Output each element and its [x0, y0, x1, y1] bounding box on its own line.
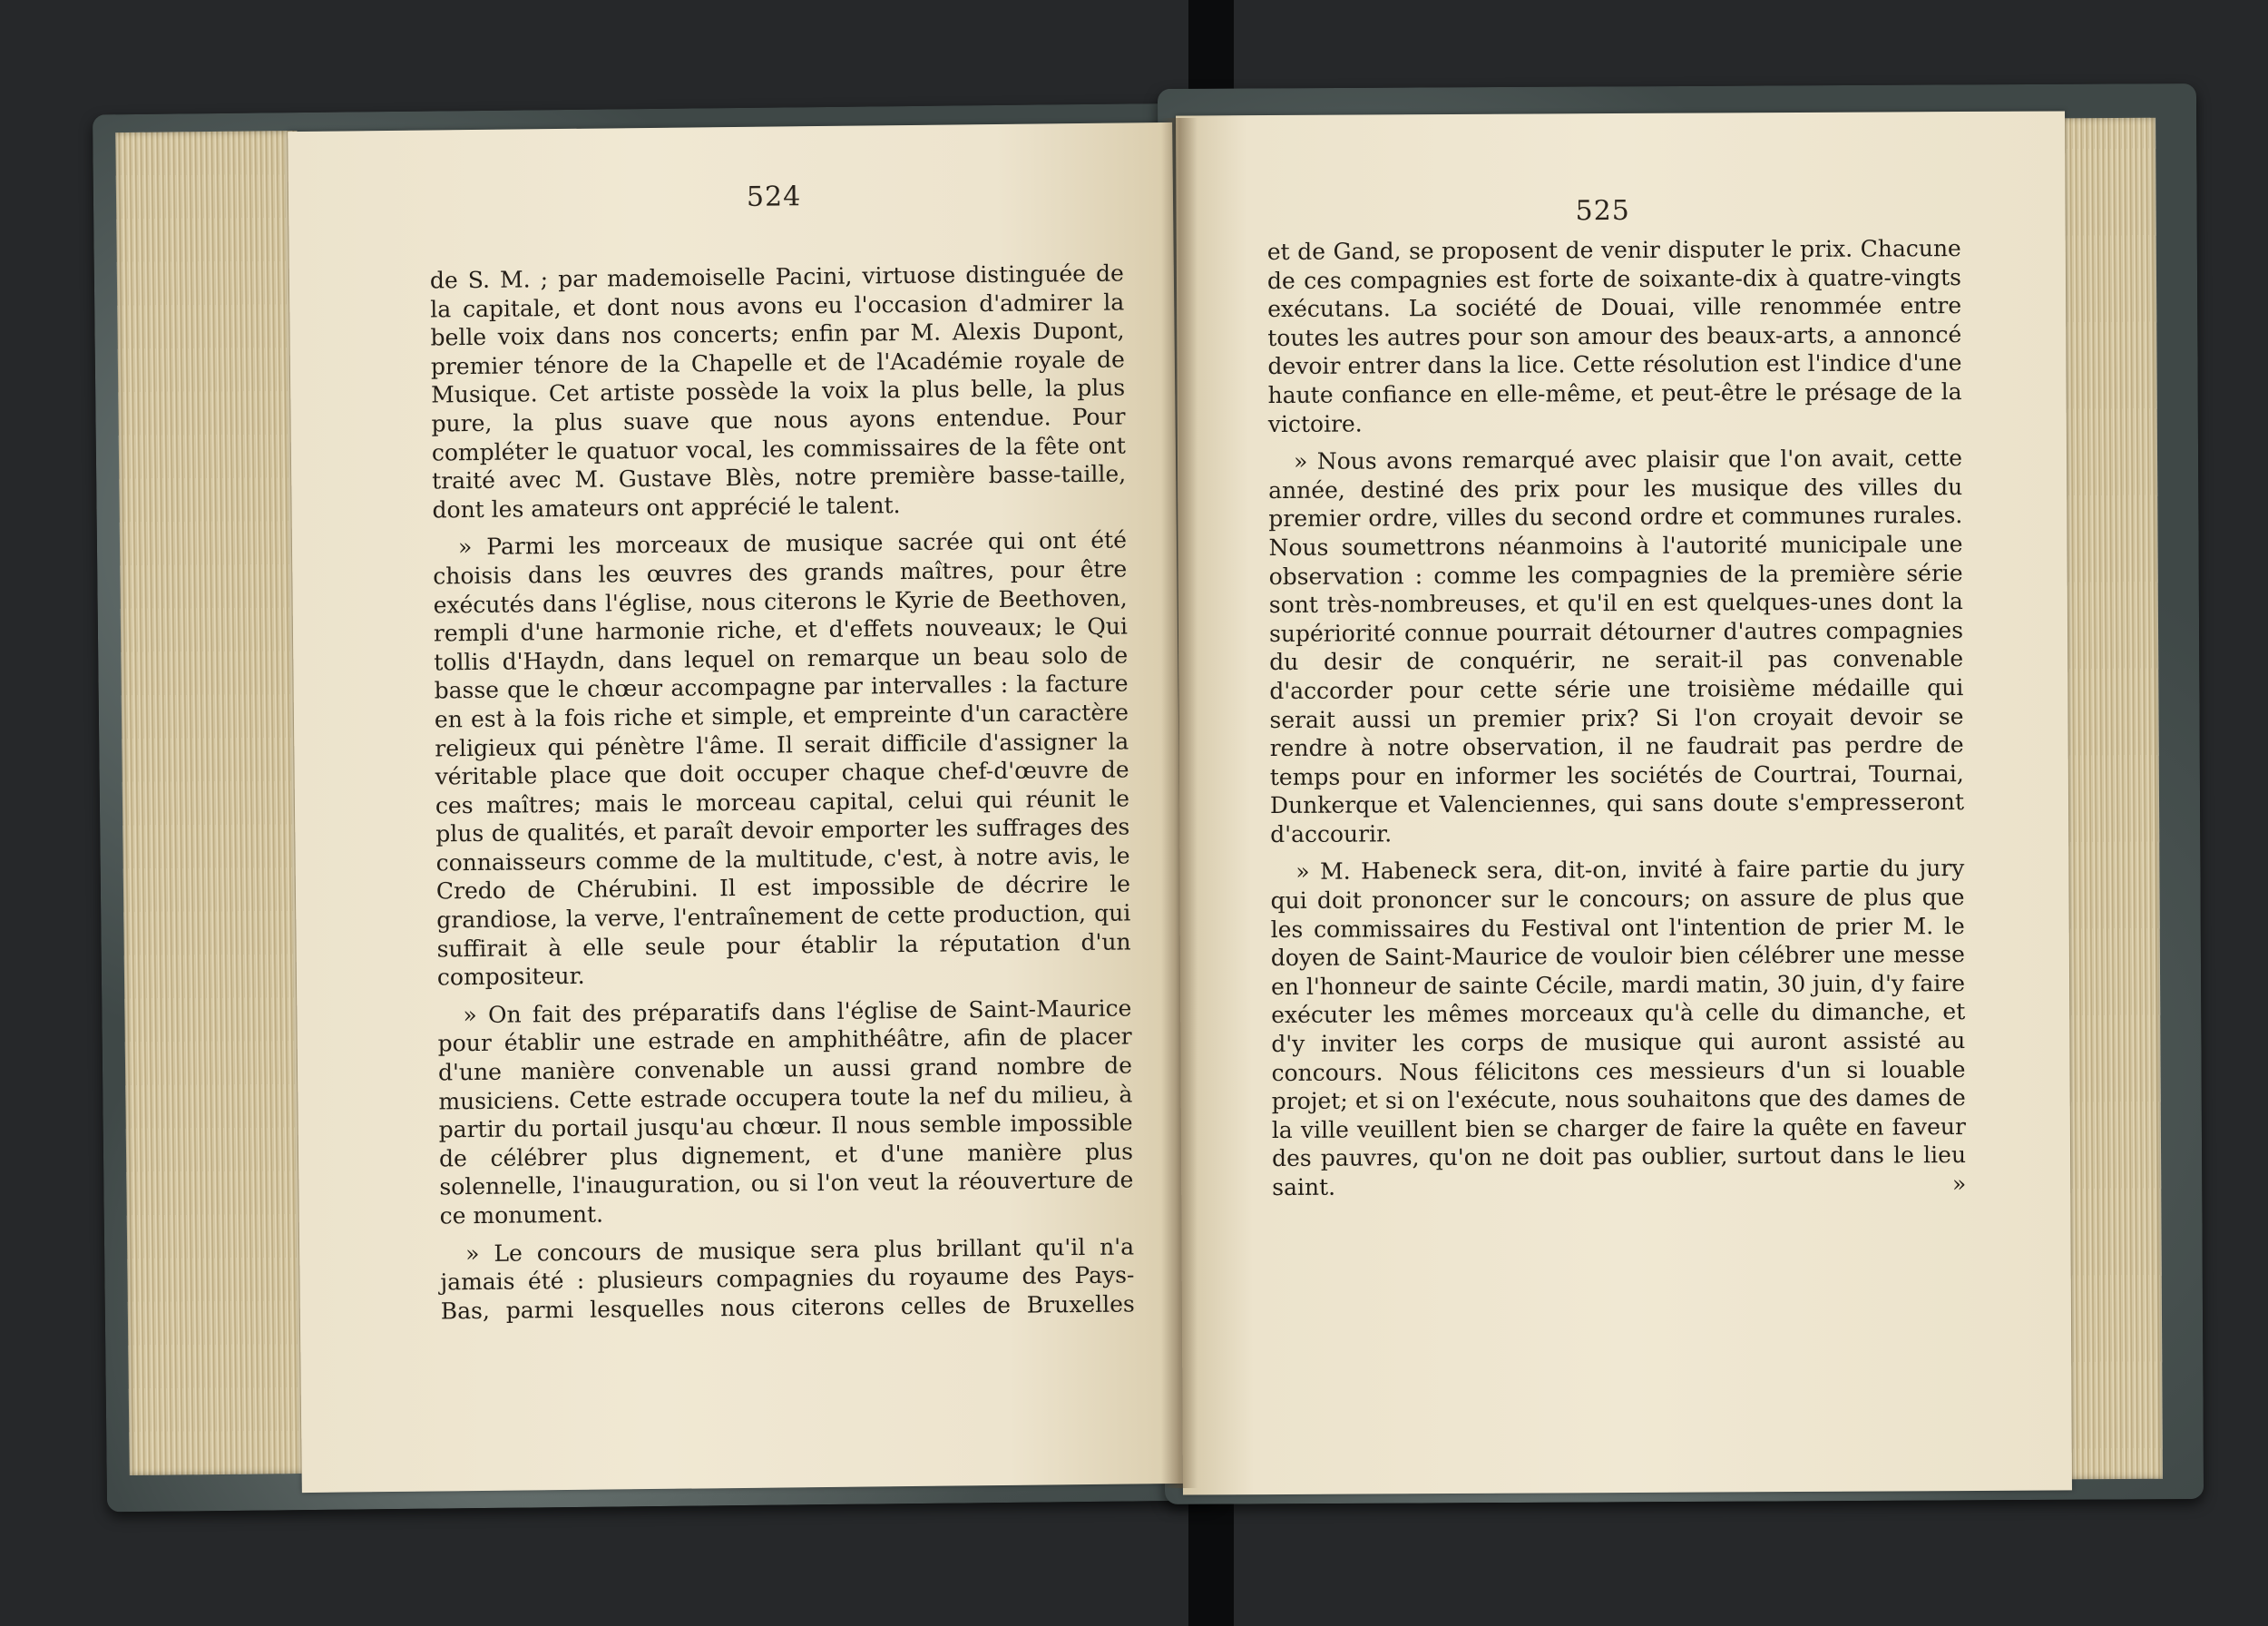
paragraph: de S. M. ; par mademoiselle Pacini, virtuose distinguée de la capitale, et dont nous avons eu l'occasion d'admirer la belle voix dans nos concerts; enfin par M. Alexis Dupont, premier ténore de la Chapelle et de l'Académie royale de Musique. Cet artiste possède la voix la plus belle, la plus pure, la plus suave que nous ayons entendue. Pour compléter le quatuor vocal, les commissaires de la fête ont traité avec M. Gustave Blès, notre première basse-taille, dont les amateurs ont apprécié le talent. [429, 260, 1127, 524]
page-number-left: 524 [746, 181, 802, 213]
paragraph: » M. Habeneck sera, dit-on, invité à faire partie du jury qui doit prononcer sur le concours; on assure de plus que les commissaires du Festival ont l'intention de prier M. le doyen de Saint-Maurice de vouloir bien célébrer une messe en l'honneur de sainte Cécile, mardi matin, 30 juin, d'y faire exécuter les mêmes morceaux qu'à celle du dimanche, et d'y inviter les corps de musique qui auront assisté au concours. Nous félicitons ces messieurs d'un si louable projet; et si on l'exécute, nous souhaitons que des dames de la ville veuillent bien se charger de faire la quête en faveur des pauvres, qu'on ne doit pas oublier, surtout dans le lieu saint. » [1270, 855, 1967, 1201]
right-page-body [1267, 234, 1967, 1211]
left-page-body [430, 260, 1135, 1335]
paragraph: » Le concours de musique sera plus brillant qu'il n'a jamais été : plusieurs compagnies du royaume des Pays-Bas, parmi lesquelles nous citerons celles de Bruxelles [440, 1233, 1135, 1325]
paragraph: » Parmi les morceaux de musique sacrée qui ont été choisis dans les œuvres des grands maîtres, pour être exécutés dans l'église, nous citerons le Kyrie de Beethoven, rempli d'une harmonie riche, et d'effets nouveaux; le Qui tollis d'Haydn, dans lequel on remarque un beau solo de basse que le chœur accompagne par intervalles : la facture en est à la fois riche et simple, et empreinte d'un caractère religieux qui pénètre l'âme. Il serait difficile d'assigner la véritable place que doit occuper chaque chef-d'œuvre de ces maîtres; mais le morceau capital, celui qui réunit le plus de qualités, et paraît devoir emporter les suffrages des connaisseurs comme de la multitude, c'est, à notre avis, le Credo de Chérubini. Il est impossible de décrire le grandiose, la verve, l'entraînement de cette production, qui suffirait à elle seule pour établir la réputation d'un compositeur. [433, 526, 1131, 991]
left-page [288, 122, 1187, 1493]
paragraph: et de Gand, se proposent de venir disputer le prix. Chacune de ces compagnies est forte de soixante-dix à quatre-vingts exécutans. La société de Douai, ville renommée entre toutes les autres pour son amour des beaux-arts, a annoncé devoir entrer dans la lice. Cette résolution est l'indice d'une haute confiance en elle-même, et peut-être le présage de la victoire. [1266, 235, 1962, 437]
right-page [1176, 111, 2072, 1494]
book-gutter [1161, 118, 1198, 1488]
page-edges-left [115, 131, 310, 1475]
paragraph: » On fait des préparatifs dans l'église de Saint-Maurice pour établir une estrade en amphithéâtre, afin de placer d'une manière convenable un aussi grand nombre de musiciens. Cette estrade occupera toute la nef du milieu, à partir du portail jusqu'au chœur. Il nous semble impossible de célébrer plus dignement, et d'une manière plus solennelle, l'inauguration, ou si l'on veut la réouverture de ce monument. [437, 994, 1134, 1229]
page-number-right: 525 [1575, 194, 1630, 228]
page-edges-right [2056, 118, 2163, 1480]
paragraph: » Nous avons remarqué avec plaisir que l'on avait, cette année, destiné des prix pour les musique des villes du premier ordre, villes du second ordre et communes rurales. Nous soumettrons néanmoins à l'autorité municipale une observation : comme les compagnies de la première série sont très-nombreuses, et qu'il en est quelques-unes dont la supériorité connue pourrait détourner d'autres compagnies du desir de conquérir, ne serait-il pas convenable d'accorder pour cette série une troisième médaille qui serait aussi un premier prix? Si l'on croyait devoir se rendre à notre observation, il ne faudrait pas perdre de temps pour en informer les sociétés de Courtrai, Tournai, Dunkerque et Valenciennes, qui sans doute s'empresseront d'accourir. [1268, 445, 1965, 847]
